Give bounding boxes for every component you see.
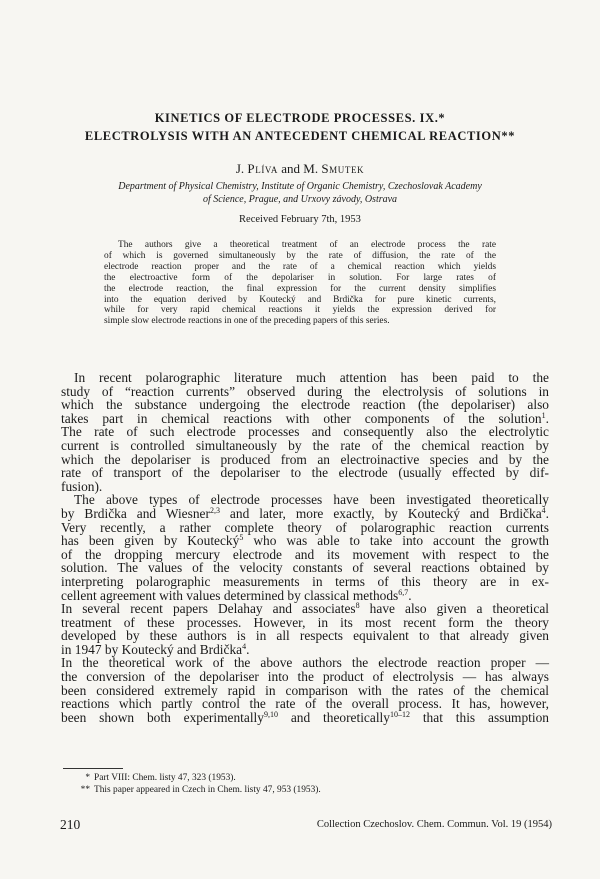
body-line: been considered extremely rapid in comparison with the rates of the chemical [61,682,549,698]
body-line: The rate of such electrode processes and consequently also the electrolytic [61,424,549,440]
citation-ref: 6,7 [398,587,409,597]
body-line: fusion). [61,478,103,494]
body-text-run: in 1947 by Koutecký and Brdička [61,641,243,657]
abstract-line: electrode reaction proper and the rate of a chemical reaction which yields [104,261,496,272]
title-line-2: ELECTROLYSIS WITH AN ANTECEDENT CHEMICAL REACTION** [84,129,516,143]
received-date: Received February 7th, 1953 [239,214,361,225]
body-line [61,534,549,548]
abstract-line: of which is governed simultaneously by the rate of diffusion, the rate of the [104,250,496,261]
body-text-run: . [545,410,549,426]
footnote-mark: * [85,773,90,783]
body-text-run: has been given by Koutecký [61,533,240,549]
footnote-mark: ** [80,784,90,795]
affiliation [60,181,540,206]
authors-conjunction: and [277,161,304,176]
citation-ref: 1 [541,410,546,420]
body-text-run: . [408,587,412,603]
citation-ref: 10–12 [389,709,410,719]
body-text-run: that this assumption [409,709,550,725]
journal-citation: Collection Czechoslov. Chem. Commun. Vol. 19 (1954) [316,819,552,830]
body-line [61,589,549,603]
abstract [104,240,496,327]
body-text [61,371,549,724]
citation-ref: 4 [541,505,546,515]
footnotes [72,773,542,796]
body-text-run: and later, more exactly, by Koutecký and Brdička [219,505,542,521]
body-line: The above types of electrode processes have been investigated theoretically [74,492,549,508]
body-line: treatment of these processes. However, in its most recent form the theory [61,614,549,630]
footnote-rule [63,768,123,769]
citation-ref: 2,3 [209,505,220,515]
body-line [61,412,549,426]
body-text-run: cellent agreement with values determined by classical methods [61,587,399,603]
body-text-run: In several recent papers Delahay and associates [61,601,356,617]
abstract-line: The authors give a theoretical treatment of an electrode process the rate [118,240,496,250]
body-line: developed by these authors is in all respects equivalent to that already given [61,628,549,644]
body-text-run: and theoretically [277,709,390,725]
body-line: rate of transport of the depolariser to the electrode (usually effected by dif- [61,465,549,481]
footnote [72,785,542,797]
title-line-1: KINETICS OF ELECTRODE PROCESSES. IX.* [154,111,446,125]
body-line: solution. The values of the velocity constants of several reactions obtained by [61,560,549,576]
body-line: the conversion of the depolariser into the product of electrolysis — has always [61,669,549,685]
body-line: interpreting polarographic measurements in terms of this theory are in ex- [61,573,549,589]
body-text-run: takes part in chemical reactions with other components of the solution [61,410,542,426]
body-line [61,602,549,616]
page-number: 210 [60,817,81,832]
author-2-initial: M. [303,161,322,176]
body-text-run: been shown both experimentally [61,709,264,725]
body-line: study of “reaction currents” observed during the electrolysis of solutions in [61,383,549,399]
body-line: current is controlled simultaneously by the rate of the chemical reaction by [61,437,549,453]
citation-ref: 9,10 [263,709,278,719]
citation-ref: 5 [239,533,244,543]
footnote [72,773,542,785]
body-line: In recent polarographic literature much attention has been paid to the [74,370,549,385]
affiliation-line-2: of Science, Prague, and Urxovy závody, Ostrava [202,193,398,205]
author-2-name: Smutek [321,161,365,176]
body-text-run: . [545,505,549,521]
authors [40,161,560,177]
body-line [61,711,549,725]
citation-ref: 4 [242,641,247,651]
body-text-run: have also given a theoretical [359,601,549,617]
body-line: In the theoretical work of the above authors the electrode reaction proper — [61,655,549,671]
affiliation-line-1: Department of Physical Chemistry, Institute of Organic Chemistry, Czechoslovak Academy [118,181,482,192]
abstract-line: while for very rapid chemical reactions it yields the expression derived for [104,305,496,316]
body-text-run: who was able to take into account the growth [243,533,549,549]
footnote-text: This paper appeared in Czech in Chem. listy 47, 953 (1953). [94,784,321,795]
citation-ref: 8 [355,601,360,611]
body-line: which the substance undergoing the electrode reaction (the depolariser) also [61,397,549,413]
body-line: reactions which partly control the rate of the overall process. It has, however, [61,696,549,712]
abstract-line: simple slow electrode reactions in one of the preceding papers of this series. [104,316,390,327]
author-1-initial: J. [235,161,248,176]
abstract-line: the electroactive form of the depolariser in solution. For large rates of [104,272,496,283]
abstract-line: the electrode reaction, the final expression for the current density simplifies [104,283,496,294]
body-text-run: by Brdička and Wiesner [61,505,210,521]
abstract-line: into the equation derived by Koutecký and Brdička for pure kinetic currents, [104,294,496,305]
body-text-run: . [246,641,250,657]
body-line: of the dropping mercury electrode and its movement with respect to the [61,546,549,562]
body-line: which the depolariser is produced from an electroinactive species and by the [61,451,549,467]
body-line [61,507,549,521]
footnote-text: Part VIII: Chem. listy 47, 323 (1953). [94,773,236,783]
body-line: Very recently, a rather complete theory of polarographic reaction currents [61,519,549,535]
author-1-name: Plíva [247,161,278,176]
body-line [61,643,549,657]
